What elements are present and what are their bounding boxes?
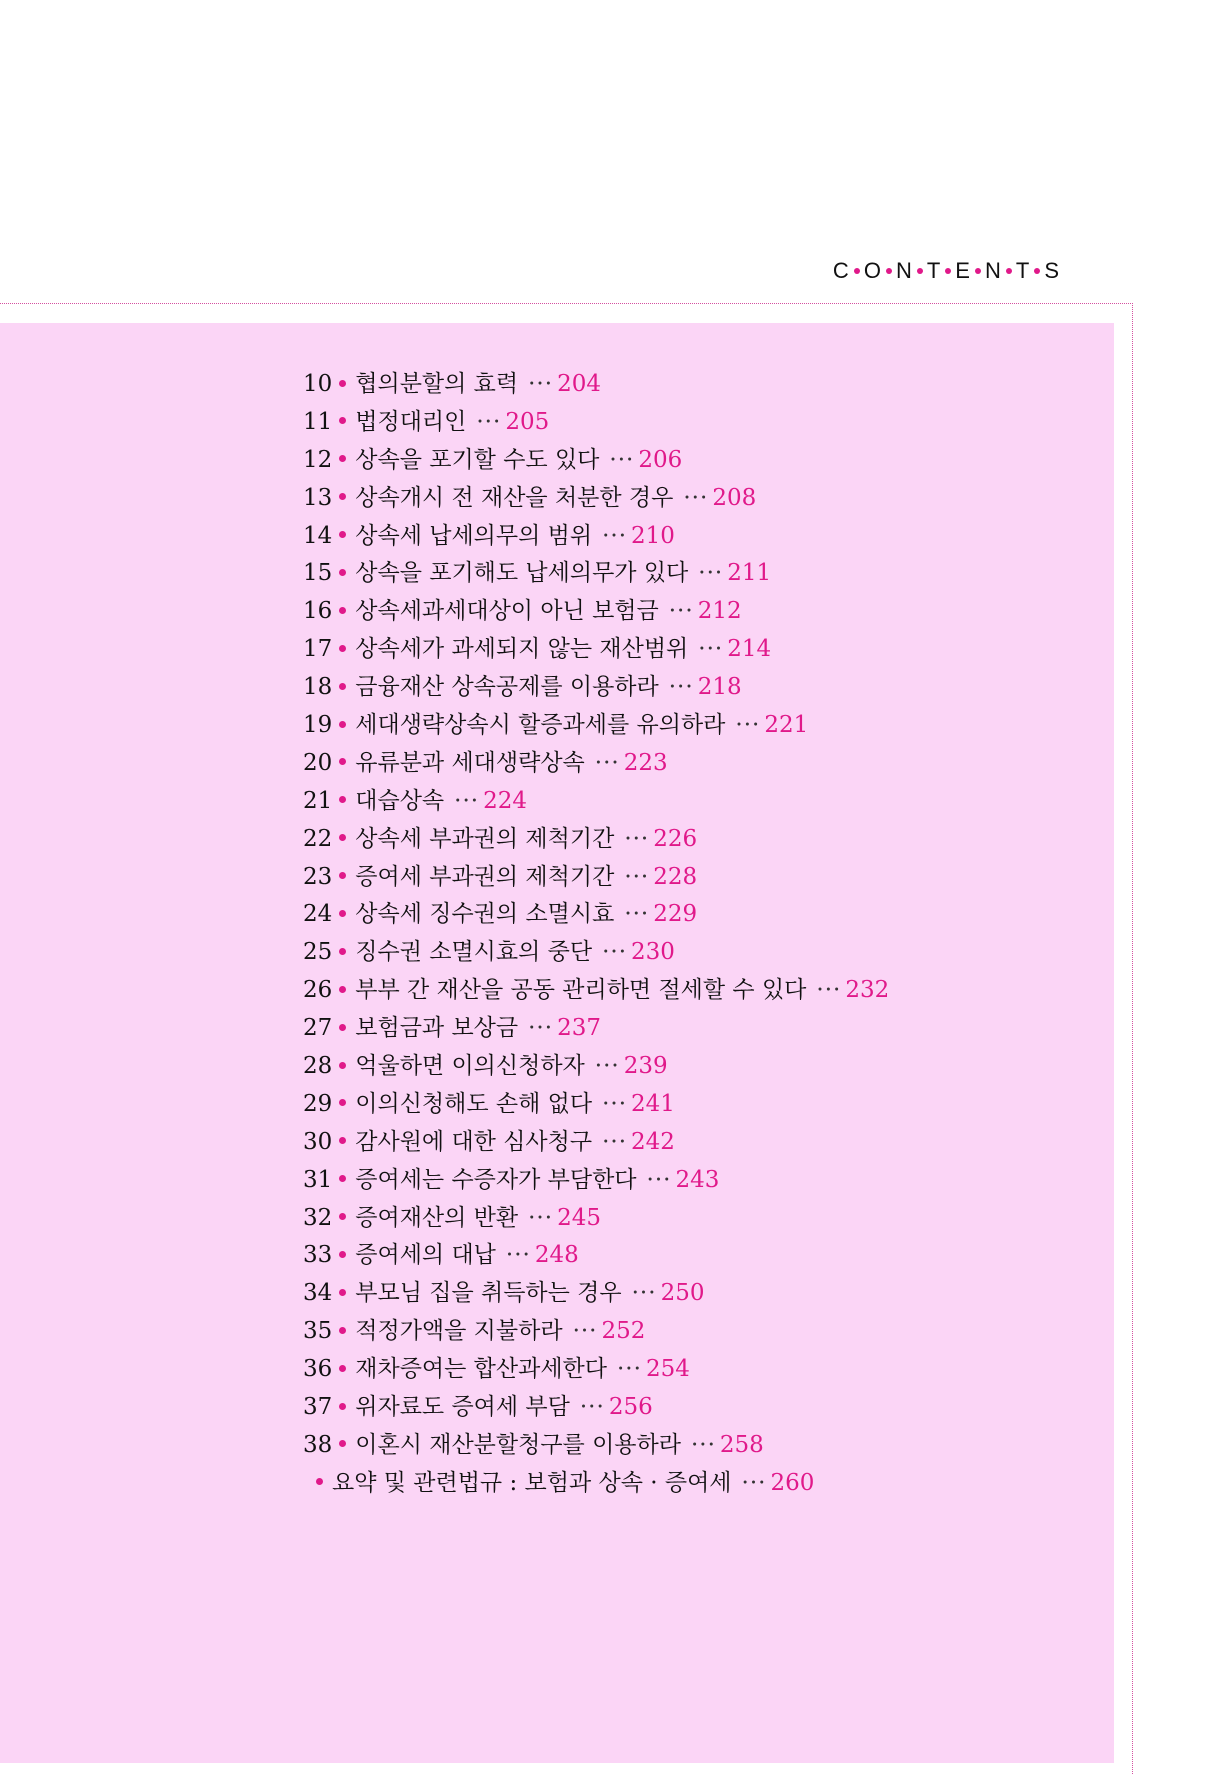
toc-entry-number: 23 <box>303 863 333 890</box>
header-letter: C <box>832 258 850 283</box>
toc-entry-page: 245 <box>557 1204 601 1231</box>
bullet-icon <box>339 872 346 879</box>
toc-entry-number: 38 <box>303 1431 333 1458</box>
toc-entry[interactable] <box>303 1427 889 1465</box>
toc-entry-title: 증여세는 수증자가 부담한다 <box>355 1166 637 1193</box>
toc-entry-title: 부모님 집을 취득하는 경우 <box>355 1280 622 1307</box>
toc-entry-page: 212 <box>697 598 742 625</box>
toc-entry-title: 증여세의 대납 <box>355 1242 496 1269</box>
toc-leader: ··· <box>602 522 628 549</box>
toc-entry-title: 요약 및 관련법규 : 보험과 상속 · 증여세 <box>332 1469 732 1496</box>
toc-entry-number: 17 <box>303 636 333 663</box>
toc-entry[interactable] <box>303 1162 889 1200</box>
toc-entry[interactable] <box>303 1048 889 1086</box>
toc-entry-number: 27 <box>303 1015 333 1042</box>
toc-entry-page: 206 <box>638 446 683 473</box>
header-letter: T <box>926 258 942 283</box>
toc-entry-number: 29 <box>303 1090 333 1117</box>
bullet-icon <box>316 1478 323 1485</box>
toc-entry-page: 208 <box>712 484 757 511</box>
toc-leader: ··· <box>505 1242 531 1269</box>
toc-entry-page: 248 <box>534 1242 579 1269</box>
toc-entry-title: 증여재산의 반환 <box>355 1204 519 1231</box>
toc-leader: ··· <box>624 863 650 890</box>
toc-leader: ··· <box>668 598 694 625</box>
bullet-icon <box>339 948 346 955</box>
bullet-icon <box>339 1327 346 1334</box>
toc-entry-number: 13 <box>303 484 333 511</box>
header-dot <box>917 268 923 274</box>
toc-entry-number: 37 <box>303 1394 333 1421</box>
toc-entry-page: 214 <box>727 636 772 663</box>
bullet-icon <box>339 1213 346 1220</box>
toc-entry-page: 232 <box>845 977 890 1004</box>
toc-entry-number: 33 <box>303 1242 333 1269</box>
toc-entry-title: 부부 간 재산을 공동 관리하면 절세할 수 있다 <box>355 977 807 1004</box>
toc-leader: ··· <box>594 1053 620 1080</box>
toc-leader: ··· <box>698 636 724 663</box>
bullet-icon <box>339 910 346 917</box>
toc-leader: ··· <box>579 1394 605 1421</box>
toc-entry[interactable] <box>303 896 889 934</box>
bullet-icon <box>339 1403 346 1410</box>
toc-entry[interactable] <box>303 366 889 404</box>
toc-entry-title: 세대생략상속시 할증과세를 유의하라 <box>355 712 726 739</box>
toc-leader: ··· <box>594 749 620 776</box>
toc-entry-title: 금융재산 상속공제를 이용하라 <box>355 674 659 701</box>
toc-entry-page: 254 <box>645 1356 690 1383</box>
bullet-icon <box>339 1099 346 1106</box>
header-letter: O <box>863 258 882 283</box>
bullet-icon <box>339 758 346 765</box>
toc-entry-number: 30 <box>303 1128 333 1155</box>
toc-leader: ··· <box>735 712 761 739</box>
toc-entry-page: 221 <box>764 712 809 739</box>
bullet-icon <box>339 683 346 690</box>
toc-leader: ··· <box>609 446 635 473</box>
toc-entry-page: 258 <box>719 1431 764 1458</box>
bullet-icon <box>339 455 346 462</box>
toc-entry-page: 223 <box>623 749 668 776</box>
toc-entry-title: 이혼시 재산분할청구를 이용하라 <box>355 1431 681 1458</box>
toc-entry-title: 상속세 부과권의 제척기간 <box>355 825 615 852</box>
bullet-icon <box>339 834 346 841</box>
header-letter: E <box>955 258 971 283</box>
header-dot <box>854 268 860 274</box>
toc-leader: ··· <box>617 1356 642 1383</box>
toc-entry-title: 재차증여는 합산과세한다 <box>355 1356 607 1383</box>
toc-entry[interactable] <box>303 1124 889 1162</box>
header-dot <box>945 268 951 274</box>
toc-leader: ··· <box>602 1128 628 1155</box>
contents-header <box>833 258 1060 284</box>
toc-entry[interactable] <box>303 442 889 480</box>
bullet-icon <box>339 607 346 614</box>
toc-entry[interactable] <box>303 1389 889 1427</box>
toc-entry-page: 226 <box>653 825 698 852</box>
toc-entry-page: 242 <box>631 1128 675 1155</box>
toc-entry-page: 211 <box>727 560 772 587</box>
toc-entry-page: 210 <box>631 522 675 549</box>
toc-entry-title: 위자료도 증여세 부담 <box>355 1394 570 1421</box>
toc-entry-number: 31 <box>303 1166 333 1193</box>
bullet-icon <box>339 796 346 803</box>
toc-leader: ··· <box>690 1431 716 1458</box>
toc-entry-title: 상속개시 전 재산을 처분한 경우 <box>355 484 674 511</box>
toc-entry-title: 적정가액을 지불하라 <box>355 1318 563 1345</box>
toc-entry[interactable] <box>303 593 889 631</box>
toc-entry-page: 230 <box>631 939 675 966</box>
toc-entry-number: 35 <box>303 1318 333 1345</box>
bullet-icon <box>339 493 346 500</box>
toc-entry-title: 보험금과 보상금 <box>355 1015 519 1042</box>
toc-entry[interactable] <box>303 745 889 783</box>
toc-entry-number: 28 <box>303 1053 333 1080</box>
bullet-icon <box>339 721 346 728</box>
toc-entry-title: 상속세 납세의무의 범위 <box>355 522 593 549</box>
toc-entry[interactable] <box>303 707 889 745</box>
header-dot <box>886 268 892 274</box>
toc-leader: ··· <box>528 371 554 397</box>
toc-entry-title: 대습상속 <box>355 787 445 814</box>
toc-entry-number: 19 <box>303 712 333 739</box>
toc-entry-page: 241 <box>631 1090 675 1117</box>
header-letter: N <box>895 258 913 283</box>
toc-entry-number: 12 <box>303 446 333 473</box>
toc-entry-number: 11 <box>303 408 333 435</box>
toc-leader: ··· <box>741 1469 767 1496</box>
toc-entry-number: 22 <box>303 825 333 852</box>
toc-leader: ··· <box>631 1280 657 1307</box>
toc-entry[interactable] <box>303 1275 889 1313</box>
toc-entry-title: 징수권 소멸시효의 중단 <box>355 939 593 966</box>
toc-entry-title: 억울하면 이의신청하자 <box>355 1053 585 1080</box>
toc-entry-title: 감사원에 대한 심사청구 <box>355 1128 593 1155</box>
toc-entry-page: 243 <box>675 1166 720 1193</box>
toc-entry-number: 10 <box>303 371 333 397</box>
bullet-icon <box>339 417 346 424</box>
toc-entry-page: 252 <box>601 1318 646 1345</box>
toc-entry[interactable] <box>303 631 889 669</box>
bullet-icon <box>339 1137 346 1144</box>
table-of-contents <box>303 366 889 1503</box>
toc-entry[interactable] <box>303 404 889 442</box>
toc-entry-page: 205 <box>505 408 550 435</box>
toc-entry-number: 20 <box>303 749 333 776</box>
toc-entry[interactable] <box>303 1313 889 1351</box>
toc-leader: ··· <box>624 825 650 852</box>
toc-entry[interactable] <box>303 555 889 593</box>
toc-entry-page: 250 <box>660 1280 705 1307</box>
toc-entry[interactable] <box>303 1200 889 1238</box>
toc-entry-page: 204 <box>557 371 601 397</box>
toc-entry[interactable] <box>303 480 889 518</box>
toc-leader: ··· <box>668 674 694 701</box>
header-letter: S <box>1044 258 1060 283</box>
toc-leader: ··· <box>624 901 650 928</box>
toc-leader: ··· <box>528 1015 554 1042</box>
toc-entry-page: 218 <box>697 674 742 701</box>
toc-leader: ··· <box>572 1318 598 1345</box>
toc-entry[interactable] <box>303 1086 889 1124</box>
toc-summary-entry[interactable] <box>303 1465 889 1503</box>
toc-entry-page: 260 <box>770 1469 815 1496</box>
toc-entry-number: 34 <box>303 1280 333 1307</box>
toc-entry-title: 협의분할의 효력 <box>355 371 519 397</box>
toc-entry[interactable] <box>303 934 889 972</box>
toc-entry[interactable] <box>303 821 889 859</box>
toc-leader: ··· <box>698 560 724 587</box>
toc-leader: ··· <box>528 1204 554 1231</box>
header-dot <box>1006 268 1012 274</box>
bullet-icon <box>339 1289 346 1296</box>
header-dot <box>1034 268 1040 274</box>
bullet-icon <box>339 569 346 576</box>
toc-leader: ··· <box>816 977 842 1004</box>
toc-entry[interactable] <box>303 972 889 1010</box>
header-dot <box>975 268 981 274</box>
toc-entry-title: 법정대리인 <box>355 408 467 435</box>
bullet-icon <box>339 1440 346 1447</box>
toc-entry-number: 21 <box>303 787 333 814</box>
header-letter: N <box>984 258 1002 283</box>
toc-entry-number: 25 <box>303 939 333 966</box>
toc-entry-page: 239 <box>623 1053 668 1080</box>
bullet-icon <box>339 645 346 652</box>
toc-entry[interactable] <box>303 518 889 556</box>
toc-entry-page: 229 <box>653 901 698 928</box>
toc-entry-page: 228 <box>653 863 698 890</box>
toc-entry-number: 15 <box>303 560 333 587</box>
toc-entry-number: 16 <box>303 598 333 625</box>
toc-entry-title: 상속세가 과세되지 않는 재산범위 <box>355 636 689 663</box>
toc-leader: ··· <box>683 484 709 511</box>
toc-leader: ··· <box>602 1090 628 1117</box>
toc-entry-title: 상속세과세대상이 아닌 보험금 <box>355 598 659 625</box>
toc-entry-page: 256 <box>608 1394 653 1421</box>
toc-entry-title: 증여세 부과권의 제척기간 <box>355 863 615 890</box>
toc-entry[interactable] <box>303 783 889 821</box>
toc-entry-title: 유류분과 세대생략상속 <box>355 749 585 776</box>
bullet-icon <box>339 1175 346 1182</box>
toc-entry-title: 상속을 포기할 수도 있다 <box>355 446 600 473</box>
header-letter: T <box>1015 258 1031 283</box>
toc-entry-number: 36 <box>303 1356 333 1383</box>
toc-entry-title: 상속을 포기해도 납세의무가 있다 <box>355 560 689 587</box>
bullet-icon <box>339 531 346 538</box>
bullet-icon <box>339 1062 346 1069</box>
toc-entry-number: 14 <box>303 522 333 549</box>
toc-entry[interactable] <box>303 1010 889 1048</box>
toc-leader: ··· <box>602 939 628 966</box>
toc-entry-title: 이의신청해도 손해 없다 <box>355 1090 593 1117</box>
toc-entry-number: 24 <box>303 901 333 928</box>
toc-entry[interactable] <box>303 1351 889 1389</box>
toc-entry-number: 32 <box>303 1204 333 1231</box>
toc-entry[interactable] <box>303 1237 889 1275</box>
toc-entry-page: 237 <box>557 1015 601 1042</box>
toc-entry[interactable] <box>303 859 889 897</box>
toc-entry[interactable] <box>303 669 889 707</box>
bullet-icon <box>339 1024 346 1031</box>
toc-entry-number: 18 <box>303 674 333 701</box>
toc-leader: ··· <box>476 408 502 435</box>
bullet-icon <box>339 380 346 387</box>
bullet-icon <box>339 986 346 993</box>
toc-entry-number: 26 <box>303 977 333 1004</box>
toc-leader: ··· <box>454 787 480 814</box>
toc-entry-title: 상속세 징수권의 소멸시효 <box>355 901 615 928</box>
toc-leader: ··· <box>646 1166 672 1193</box>
bullet-icon <box>339 1365 346 1372</box>
toc-entry-page: 224 <box>483 787 527 814</box>
bullet-icon <box>339 1251 346 1258</box>
